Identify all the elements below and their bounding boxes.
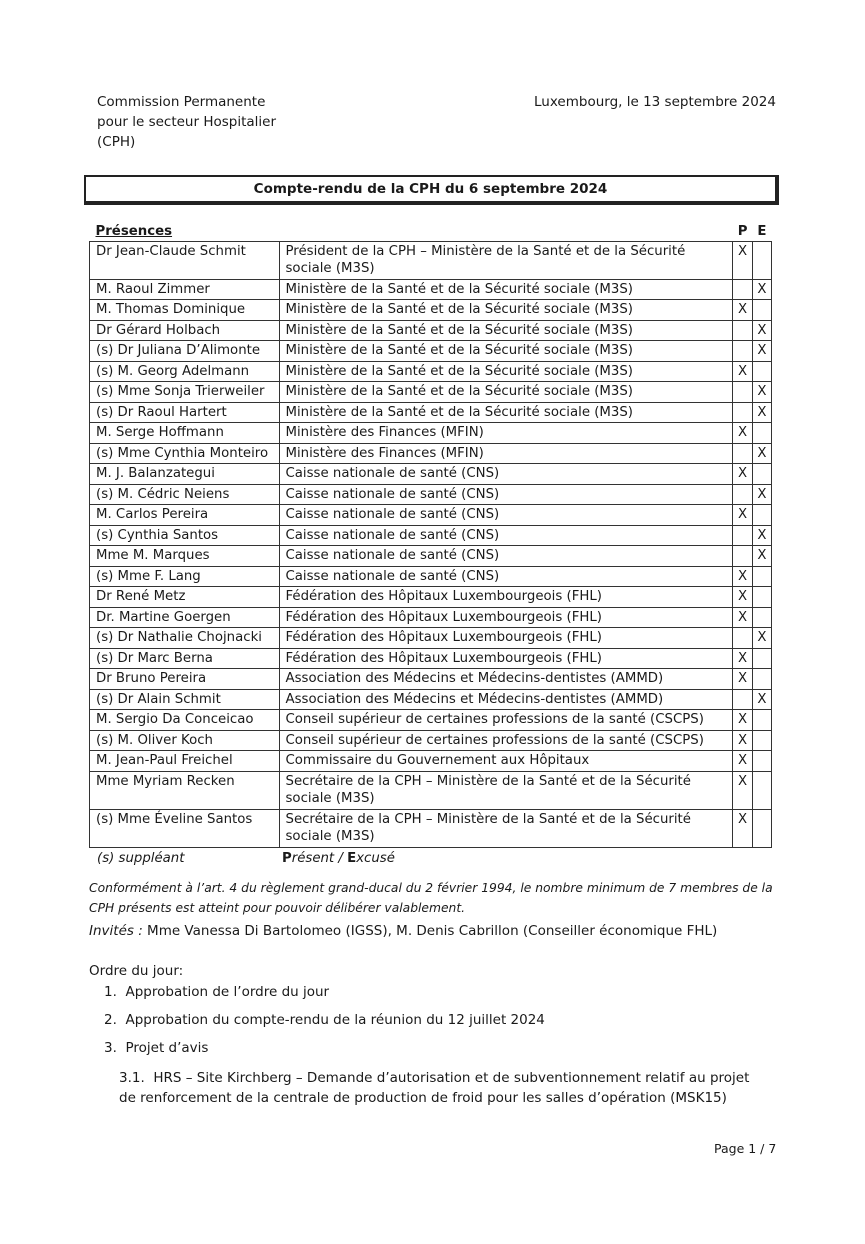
excused-mark [752,464,771,485]
member-name: (s) Mme Cynthia Monteiro [90,443,280,464]
member-name: Mme M. Marques [90,546,280,567]
table-row [90,279,772,300]
excused-mark [752,587,771,608]
invites-text: Mme Vanessa Di Bartolomeo (IGSS), M. Denis Cabrillon (Conseiller économique FHL) [142,923,718,939]
present-mark: X [733,669,752,690]
table-row [90,464,772,485]
table-row [90,809,772,847]
present-mark [733,628,752,649]
legend-e-rest: xcusé [356,851,395,866]
excused-mark: X [752,443,771,464]
present-mark: X [733,607,752,628]
excused-mark [752,648,771,669]
agenda-num: 3. [104,1040,117,1056]
member-organisation: Caisse nationale de santé (CNS) [279,525,733,546]
present-mark [733,402,752,423]
table-row [90,505,772,526]
member-name: (s) Dr Nathalie Chojnacki [90,628,280,649]
table-row [90,484,772,505]
member-organisation: Président de la CPH – Ministère de la Santé et de la Sécurité sociale (M3S) [279,241,733,279]
table-row [90,300,772,321]
agenda-text: Approbation du compte-rendu de la réunion du 12 juillet 2024 [125,1012,545,1028]
agenda-num: 2. [104,1012,117,1028]
agenda-text: Projet d’avis [125,1040,209,1056]
present-mark: X [733,648,752,669]
excused-mark [752,809,771,847]
member-name: (s) M. Oliver Koch [90,730,280,751]
member-organisation: Fédération des Hôpitaux Luxembourgeois (FHL) [279,587,733,608]
table-row [90,525,772,546]
excused-mark [752,300,771,321]
table-row [90,689,772,710]
table-row [90,648,772,669]
member-name: (s) Mme Éveline Santos [90,809,280,847]
member-name: (s) Cynthia Santos [90,525,280,546]
member-name: M. Sergio Da Conceicao [90,710,280,731]
legend-present-excused [282,851,395,866]
present-mark: X [733,809,752,847]
present-mark: X [733,710,752,731]
table-row [90,546,772,567]
member-organisation: Fédération des Hôpitaux Luxembourgeois (FHL) [279,607,733,628]
table-row [90,730,772,751]
header-line-1: Commission Permanente [97,94,266,110]
agenda-subitem-3-1 [119,1068,759,1108]
agenda-sub-num: 3.1. [119,1070,145,1086]
member-organisation: Conseil supérieur de certaines professions de la santé (CSCPS) [279,730,733,751]
agenda-sub-text: HRS – Site Kirchberg – Demande d’autorisation et de subventionnement relatif au projet de renforcement de la centrale de production de froid pour les salles d’opération (MSK15) [119,1070,750,1106]
legend-p: P [282,851,292,866]
excused-mark [752,771,771,809]
agenda-item-2 [104,1012,545,1028]
member-organisation: Ministère de la Santé et de la Sécurité sociale (M3S) [279,382,733,403]
member-name: (s) M. Georg Adelmann [90,361,280,382]
member-name: M. Jean-Paul Freichel [90,751,280,772]
present-mark [733,279,752,300]
table-row [90,423,772,444]
header-line-3: (CPH) [97,134,136,150]
member-name: M. Carlos Pereira [90,505,280,526]
member-name: (s) Dr Alain Schmit [90,689,280,710]
excused-mark: X [752,279,771,300]
legend-suppleant: (s) suppléant [97,851,185,866]
member-name: Dr Jean-Claude Schmit [90,241,280,279]
present-mark: X [733,730,752,751]
table-row [90,771,772,809]
member-name: M. J. Balanzategui [90,464,280,485]
excused-mark [752,607,771,628]
present-mark [733,525,752,546]
member-organisation: Secrétaire de la CPH – Ministère de la Santé et de la Sécurité sociale (M3S) [279,809,733,847]
member-organisation: Ministère de la Santé et de la Sécurité sociale (M3S) [279,320,733,341]
member-name: (s) Dr Raoul Hartert [90,402,280,423]
excused-mark [752,361,771,382]
present-mark [733,382,752,403]
member-organisation: Conseil supérieur de certaines professions de la santé (CSCPS) [279,710,733,731]
excused-mark: X [752,525,771,546]
member-name: Dr Bruno Pereira [90,669,280,690]
present-mark: X [733,566,752,587]
present-mark [733,484,752,505]
member-name: Dr René Metz [90,587,280,608]
table-row [90,341,772,362]
commission-header [97,92,276,152]
excused-mark [752,423,771,444]
document-title: Compte-rendu de la CPH du 6 septembre 2024 [84,175,779,205]
excused-mark [752,241,771,279]
member-organisation: Caisse nationale de santé (CNS) [279,484,733,505]
excused-mark [752,566,771,587]
member-name: Dr Gérard Holbach [90,320,280,341]
excused-mark: X [752,546,771,567]
invites [89,923,789,939]
excused-mark [752,669,771,690]
table-row [90,587,772,608]
table-row [90,710,772,731]
table-header-row [90,222,772,241]
member-organisation: Caisse nationale de santé (CNS) [279,464,733,485]
excused-mark [752,730,771,751]
agenda-title: Ordre du jour: [89,963,184,979]
agenda-num: 1. [104,984,117,1000]
excused-heading: E [752,222,771,241]
table-row [90,628,772,649]
member-organisation: Caisse nationale de santé (CNS) [279,566,733,587]
member-name: M. Serge Hoffmann [90,423,280,444]
agenda-item-1 [104,984,329,1000]
table-row [90,382,772,403]
member-name: Mme Myriam Recken [90,771,280,809]
excused-mark [752,505,771,526]
excused-mark: X [752,628,771,649]
member-name: M. Thomas Dominique [90,300,280,321]
table-row [90,751,772,772]
member-name: (s) Dr Marc Berna [90,648,280,669]
member-organisation: Secrétaire de la CPH – Ministère de la Santé et de la Sécurité sociale (M3S) [279,771,733,809]
table-row [90,241,772,279]
excused-mark [752,710,771,731]
member-organisation: Ministère des Finances (MFIN) [279,443,733,464]
present-mark: X [733,361,752,382]
quorum-note: Conformément à l’art. 4 du règlement grand-ducal du 2 février 1994, le nombre minimum de 7 membres de la CPH présents est atteint pour pouvoir délibérer valablement. [89,881,773,915]
table-row [90,443,772,464]
attendance-table [89,222,772,848]
table-row [90,669,772,690]
present-mark [733,320,752,341]
present-mark: X [733,300,752,321]
agenda-item-3 [104,1040,208,1056]
member-organisation: Fédération des Hôpitaux Luxembourgeois (FHL) [279,628,733,649]
excused-mark: X [752,320,771,341]
present-mark: X [733,751,752,772]
present-mark: X [733,505,752,526]
present-heading: P [733,222,752,241]
table-row [90,320,772,341]
member-organisation: Ministère de la Santé et de la Sécurité sociale (M3S) [279,279,733,300]
present-mark [733,689,752,710]
legend-e: E [347,851,357,866]
excused-mark: X [752,402,771,423]
present-mark: X [733,423,752,444]
table-row [90,361,772,382]
invites-label: Invités : [89,923,143,939]
excused-mark [752,751,771,772]
member-name: (s) Mme F. Lang [90,566,280,587]
member-organisation: Fédération des Hôpitaux Luxembourgeois (FHL) [279,648,733,669]
presences-heading: Présences [90,222,280,241]
table-row [90,566,772,587]
member-organisation: Association des Médecins et Médecins-dentistes (AMMD) [279,669,733,690]
table-row [90,402,772,423]
table-row [90,607,772,628]
present-mark [733,546,752,567]
present-mark: X [733,464,752,485]
member-name: (s) Dr Juliana D’Alimonte [90,341,280,362]
excused-mark: X [752,484,771,505]
legend-p-rest: résent / [291,851,348,866]
member-name: M. Raoul Zimmer [90,279,280,300]
present-mark [733,443,752,464]
present-mark: X [733,771,752,809]
place-date: Luxembourg, le 13 septembre 2024 [534,94,776,110]
member-organisation: Ministère de la Santé et de la Sécurité sociale (M3S) [279,341,733,362]
org-heading [279,222,733,241]
agenda-text: Approbation de l’ordre du jour [125,984,330,1000]
excused-mark: X [752,689,771,710]
member-organisation: Ministère de la Santé et de la Sécurité sociale (M3S) [279,361,733,382]
member-name: (s) Mme Sonja Trierweiler [90,382,280,403]
member-name: Dr. Martine Goergen [90,607,280,628]
present-mark: X [733,241,752,279]
member-organisation: Ministère des Finances (MFIN) [279,423,733,444]
excused-mark: X [752,341,771,362]
excused-mark: X [752,382,771,403]
present-mark [733,341,752,362]
page-number: Page 1 / 7 [714,1141,777,1156]
member-organisation: Commissaire du Gouvernement aux Hôpitaux [279,751,733,772]
present-mark: X [733,587,752,608]
header-line-2: pour le secteur Hospitalier [97,114,277,130]
member-organisation: Caisse nationale de santé (CNS) [279,505,733,526]
member-organisation: Ministère de la Santé et de la Sécurité sociale (M3S) [279,402,733,423]
member-name: (s) M. Cédric Neiens [90,484,280,505]
member-organisation: Caisse nationale de santé (CNS) [279,546,733,567]
member-organisation: Ministère de la Santé et de la Sécurité sociale (M3S) [279,300,733,321]
member-organisation: Association des Médecins et Médecins-dentistes (AMMD) [279,689,733,710]
